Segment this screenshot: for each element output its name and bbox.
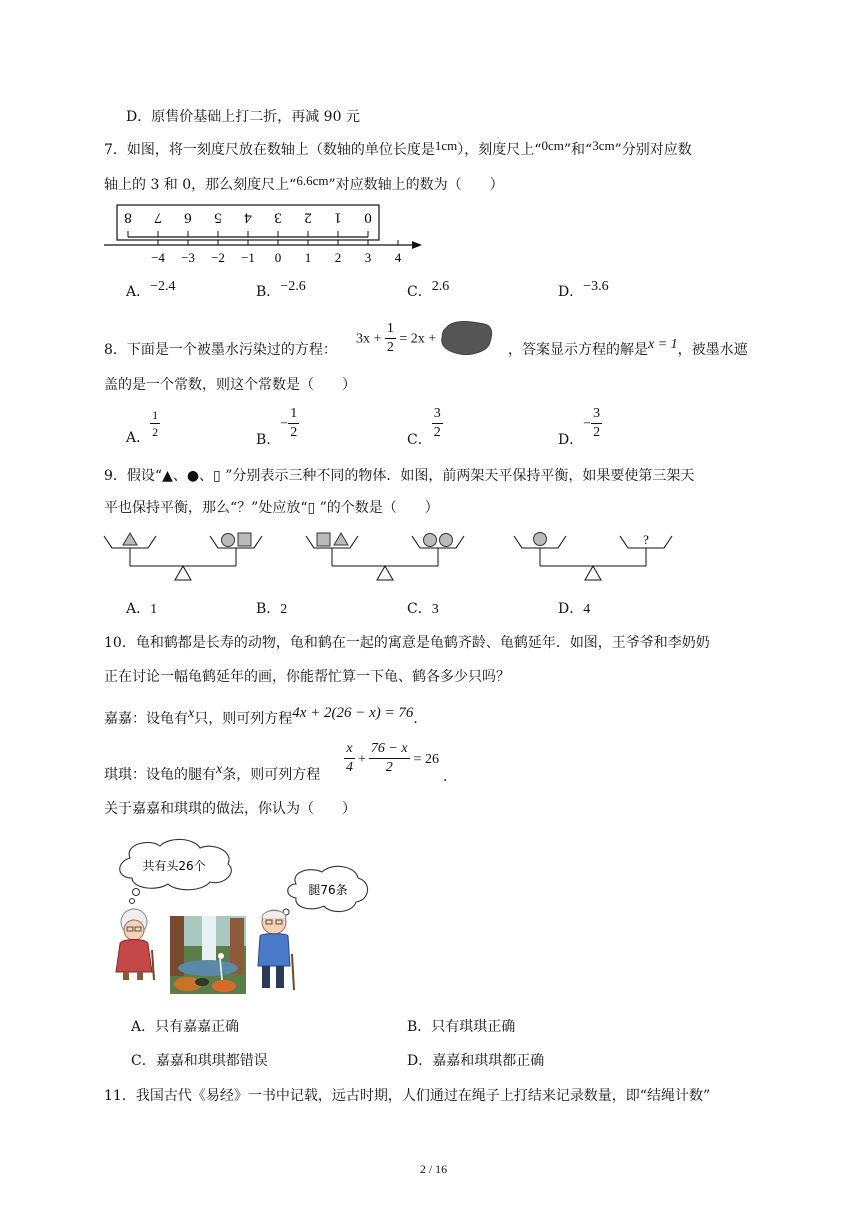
q8-text: ，被墨水遮 xyxy=(677,342,748,358)
q10-line5: 关于嘉嘉和琪琪的做法，你认为（ ） xyxy=(104,801,356,817)
ruler-label: 8 xyxy=(124,209,132,226)
q8-option-d[interactable] xyxy=(558,406,602,448)
option-key: A． xyxy=(126,601,151,617)
circle-icon xyxy=(424,534,437,547)
ruler-label: 3 xyxy=(274,209,282,226)
grandma-figure xyxy=(116,909,154,980)
option-key: B． xyxy=(256,601,281,617)
q7-ruler-3: 3cm xyxy=(592,138,615,153)
q10-qiqi xyxy=(104,764,320,784)
q10-jiajia xyxy=(104,705,428,728)
q8-option-c[interactable] xyxy=(407,406,443,448)
q10-line2: 正在讨论一幅龟鹤延年的画，你能帮忙算一下龟、鹤各多少只吗？ xyxy=(104,669,510,685)
option-value: 只有嘉嘉正确 xyxy=(155,1019,240,1035)
q8-text: ，答案显示方程的解是 xyxy=(508,342,648,358)
q8-option-b[interactable] xyxy=(256,406,299,448)
option-sign: − xyxy=(583,416,592,432)
q7-option-a[interactable] xyxy=(126,281,176,301)
denominator: 2 xyxy=(152,425,159,439)
option-key: C． xyxy=(131,1053,156,1069)
option-key: C． xyxy=(407,601,432,617)
option-sign: − xyxy=(280,416,289,432)
option-key: C． xyxy=(407,284,432,300)
numerator: 3 xyxy=(433,406,441,421)
balance-scale-2 xyxy=(302,528,472,588)
axis-label: 0 xyxy=(274,250,282,265)
ruler-label: 7 xyxy=(154,209,162,226)
bubble-heads: 共有头26个 xyxy=(142,859,206,873)
q7-text: 轴上的 3 和 0，那么刻度尺上“ xyxy=(104,177,297,193)
q10-text: 只，则可列方程 xyxy=(194,711,293,727)
fraction xyxy=(369,742,410,775)
option-key: A． xyxy=(131,1019,156,1035)
circle-icon xyxy=(534,533,547,546)
q8-equation xyxy=(356,322,436,355)
axis-label: 3 xyxy=(364,250,372,265)
ruler-numberline-figure xyxy=(100,204,430,268)
q7-option-d[interactable] xyxy=(558,281,609,301)
ruler-label: 4 xyxy=(244,209,252,226)
q10-option-b[interactable] xyxy=(407,1016,515,1036)
triangle-icon xyxy=(123,533,137,545)
q10-line1: 10．龟和鹤都是长寿的动物，龟和鹤在一起的寓意是龟鹤齐龄、龟鹤延年．如图，王爷爷和李奶奶 xyxy=(104,635,710,651)
balance-scale-1 xyxy=(100,528,270,588)
option-value: 嘉嘉和琪琪都正确 xyxy=(432,1053,545,1069)
q10-text: 琪琪：设龟的腿有 xyxy=(104,767,216,783)
variable: x xyxy=(188,706,195,721)
denominator: 4 xyxy=(346,760,353,775)
q9-line1: 9．假设“▲、●、▯ ”分别表示三种不同的物体．如图，前两架天平保持平衡，如果要使第三架天 xyxy=(104,468,695,484)
axis-label: −4 xyxy=(151,250,165,265)
q10-text: ． xyxy=(413,711,428,727)
q7-text: 7．如图，将一刻度尺放在数轴上（数轴的单位长度是 xyxy=(104,142,435,158)
q8-line1-end xyxy=(508,339,748,359)
q9-line2: 平也保持平衡，那么“？”处应放“▯ ”的个数是（ ） xyxy=(104,500,439,516)
ruler-label: 1 xyxy=(334,209,342,226)
equation-part: 3x + xyxy=(356,331,385,347)
axis-label: 4 xyxy=(394,250,402,265)
option-d-line: D．原售价基础上打二折，再减 90 元 xyxy=(126,109,360,125)
axis-label: 1 xyxy=(304,250,312,265)
option-key: D． xyxy=(558,284,584,300)
ruler-label: 5 xyxy=(214,209,222,226)
q10-text: 条，则可列方程 xyxy=(222,767,321,783)
q9-option-a[interactable] xyxy=(126,598,157,618)
axis-label: 2 xyxy=(334,250,342,265)
triangle-icon xyxy=(334,533,348,545)
circle-icon xyxy=(440,534,453,547)
plus-sign: + xyxy=(358,751,366,767)
option-key: D． xyxy=(558,431,584,448)
q7-line1 xyxy=(104,139,692,159)
denominator: 2 xyxy=(593,425,601,440)
square-icon xyxy=(238,533,251,546)
ink-blot-icon xyxy=(440,320,494,356)
denominator: 2 xyxy=(433,425,441,440)
option-key: A． xyxy=(126,284,151,300)
q10-text: 嘉嘉：设龟有 xyxy=(104,711,188,727)
axis-label: −2 xyxy=(211,250,225,265)
option-key: B． xyxy=(256,431,281,448)
fraction xyxy=(591,407,602,440)
option-key: D． xyxy=(407,1053,433,1069)
option-value: −3.6 xyxy=(583,279,609,294)
option-value: −2.4 xyxy=(150,279,176,294)
numerator: 3 xyxy=(593,406,601,421)
fraction xyxy=(150,409,160,438)
option-value: 2 xyxy=(280,602,288,617)
q8-line2: 盖的是一个常数，则这个常数是（ ） xyxy=(104,377,356,393)
balance-scale-3 xyxy=(510,528,680,588)
numerator: 76 − x xyxy=(370,741,408,756)
option-value: 嘉嘉和琪琪都错误 xyxy=(155,1053,268,1069)
fraction xyxy=(432,407,443,440)
option-value: −2.6 xyxy=(280,279,306,294)
q8-solution: x = 1 xyxy=(648,337,678,352)
axis-label: −3 xyxy=(181,250,195,265)
q7-option-b[interactable] xyxy=(256,281,306,301)
q7-text: ”和“ xyxy=(563,142,593,158)
numerator: 1 xyxy=(290,406,298,421)
ruler-label: 0 xyxy=(364,209,372,226)
q11-line1: 11．我国古代《易经》一书中记载，远古时期，人们通过在绳子上打结来记录数量，即“结绳计数” xyxy=(104,1088,711,1104)
q7-text: ），刻度尺上“ xyxy=(457,142,542,158)
option-key: B． xyxy=(407,1019,432,1035)
q7-ruler-0: 0cm xyxy=(541,138,564,153)
turtle-crane-painting xyxy=(170,916,246,994)
bubble-legs: 腿76条 xyxy=(308,883,348,897)
q10-option-a[interactable] xyxy=(131,1016,239,1036)
grandpa-figure xyxy=(258,910,294,990)
q7-text: ”分别对应数 xyxy=(614,142,692,158)
option-value: 1 xyxy=(150,602,158,617)
q9-option-d[interactable] xyxy=(558,598,590,618)
q10-text: ． xyxy=(443,769,457,785)
option-value: 3 xyxy=(431,602,439,617)
option-key: C． xyxy=(407,431,432,448)
jiajia-equation: 4x + 2(26 − x) = 76 xyxy=(292,705,414,721)
variable: x xyxy=(216,762,223,777)
fraction: $\frac{1}{2}$ xyxy=(386,321,394,355)
q8-option-a[interactable] xyxy=(126,408,160,446)
numerator: x xyxy=(346,741,353,756)
turtle-crane-illustration xyxy=(110,838,372,996)
q9-option-c[interactable] xyxy=(407,598,439,618)
equation-part: = 2x + xyxy=(395,331,437,347)
qiqi-equation xyxy=(344,742,439,775)
denominator: 2 xyxy=(369,758,410,775)
q9-option-b[interactable] xyxy=(256,598,287,618)
option-key: B． xyxy=(256,284,281,300)
q7-ruler-66: 6.6cm xyxy=(296,173,329,188)
q8-line1-start: 8．下面是一个被墨水污染过的方程： xyxy=(104,342,337,358)
square-icon xyxy=(317,533,330,546)
fraction xyxy=(344,742,355,775)
q7-unit: 1cm xyxy=(434,138,458,153)
option-key: A． xyxy=(126,429,151,446)
fraction xyxy=(288,407,299,440)
option-value: 4 xyxy=(583,602,591,617)
arrow-icon xyxy=(412,241,422,249)
rhs: = 26 xyxy=(413,751,439,767)
q7-option-c[interactable] xyxy=(407,281,449,301)
q10-option-d[interactable] xyxy=(407,1050,544,1070)
option-value: 2.6 xyxy=(431,279,450,294)
axis-label: −1 xyxy=(241,250,255,265)
denominator: 2 xyxy=(290,425,298,440)
q10-option-c[interactable] xyxy=(131,1050,268,1070)
option-key: D． xyxy=(558,601,584,617)
circle-icon xyxy=(222,534,235,547)
q7-line2 xyxy=(104,174,504,194)
page-number: 2 / 16 xyxy=(419,1162,448,1176)
question-mark: ? xyxy=(643,532,649,547)
option-value: 只有琪琪正确 xyxy=(431,1019,516,1035)
numerator: 1 xyxy=(152,408,159,422)
ruler-label: 6 xyxy=(184,209,192,226)
q7-text: ”对应数轴上的数为（ ） xyxy=(328,177,504,193)
ruler-label: 2 xyxy=(304,209,312,226)
